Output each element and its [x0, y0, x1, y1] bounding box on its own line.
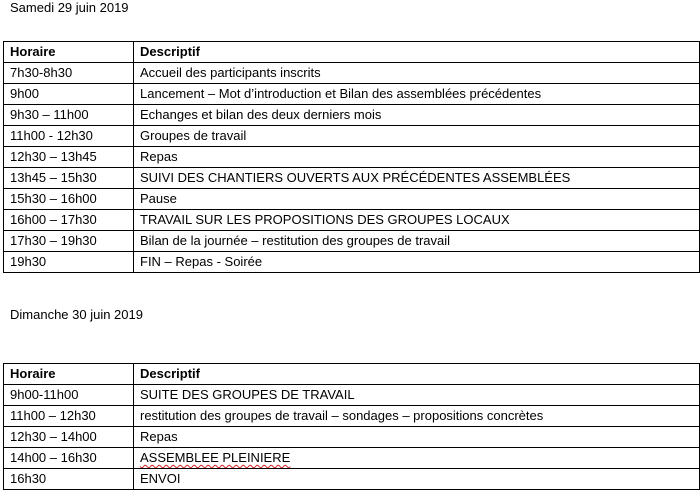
description-cell: Repas — [134, 147, 700, 168]
description-cell: Groupes de travail — [134, 126, 700, 147]
table-row — [4, 210, 700, 231]
table-row — [4, 469, 700, 490]
time-cell: 13h45 – 15h30 — [4, 168, 134, 189]
table-row — [4, 189, 700, 210]
description-cell — [134, 448, 700, 469]
description-cell: Echanges et bilan des deux derniers mois — [134, 105, 700, 126]
description-cell: Bilan de la journée – restitution des groupes de travail — [134, 231, 700, 252]
table-header-row — [4, 364, 700, 385]
time-cell: 15h30 – 16h00 — [4, 189, 134, 210]
table-row — [4, 168, 700, 189]
table-row — [4, 385, 700, 406]
table-header-row — [4, 42, 700, 63]
table-row — [4, 147, 700, 168]
description-cell: SUITE DES GROUPES DE TRAVAIL — [134, 385, 700, 406]
description-cell: restitution des groupes de travail – sondages – propositions concrètes — [134, 406, 700, 427]
time-cell: 9h00-11h00 — [4, 385, 134, 406]
day-heading: Dimanche 30 juin 2019 — [10, 307, 143, 322]
time-cell: 11h00 - 12h30 — [4, 126, 134, 147]
column-header-description: Descriptif — [134, 364, 700, 385]
time-cell: 19h30 — [4, 252, 134, 273]
schedule-table-saturday — [3, 41, 700, 273]
time-cell: 17h30 – 19h30 — [4, 231, 134, 252]
table-row — [4, 63, 700, 84]
table-row — [4, 231, 700, 252]
description-cell: SUIVI DES CHANTIERS OUVERTS AUX PRÉCÉDENTES ASSEMBLÉES — [134, 168, 700, 189]
table-row — [4, 84, 700, 105]
column-header-description: Descriptif — [134, 42, 700, 63]
time-cell: 14h00 – 16h30 — [4, 448, 134, 469]
time-cell: 12h30 – 13h45 — [4, 147, 134, 168]
description-cell: Lancement – Mot d’introduction et Bilan des assemblées précédentes — [134, 84, 700, 105]
description-cell: TRAVAIL SUR LES PROPOSITIONS DES GROUPES LOCAUX — [134, 210, 700, 231]
table-row — [4, 427, 700, 448]
table-row — [4, 406, 700, 427]
table-row — [4, 126, 700, 147]
description-cell: Repas — [134, 427, 700, 448]
time-cell: 9h00 — [4, 84, 134, 105]
table-row — [4, 252, 700, 273]
description-cell: Pause — [134, 189, 700, 210]
time-cell: 9h30 – 11h00 — [4, 105, 134, 126]
time-cell: 16h00 – 17h30 — [4, 210, 134, 231]
column-header-time: Horaire — [4, 364, 134, 385]
schedule-table-sunday — [3, 363, 700, 490]
description-cell: ENVOI — [134, 469, 700, 490]
table-row — [4, 105, 700, 126]
time-cell: 7h30-8h30 — [4, 63, 134, 84]
time-cell: 11h00 – 12h30 — [4, 406, 134, 427]
time-cell: 16h30 — [4, 469, 134, 490]
time-cell: 12h30 – 14h00 — [4, 427, 134, 448]
description-cell: Accueil des participants inscrits — [134, 63, 700, 84]
table-row — [4, 448, 700, 469]
spellcheck-flagged-text: ASSEMBLEE PLEINIERE — [140, 450, 291, 465]
column-header-time: Horaire — [4, 42, 134, 63]
description-cell: FIN – Repas - Soirée — [134, 252, 700, 273]
day-heading: Samedi 29 juin 2019 — [10, 0, 129, 15]
